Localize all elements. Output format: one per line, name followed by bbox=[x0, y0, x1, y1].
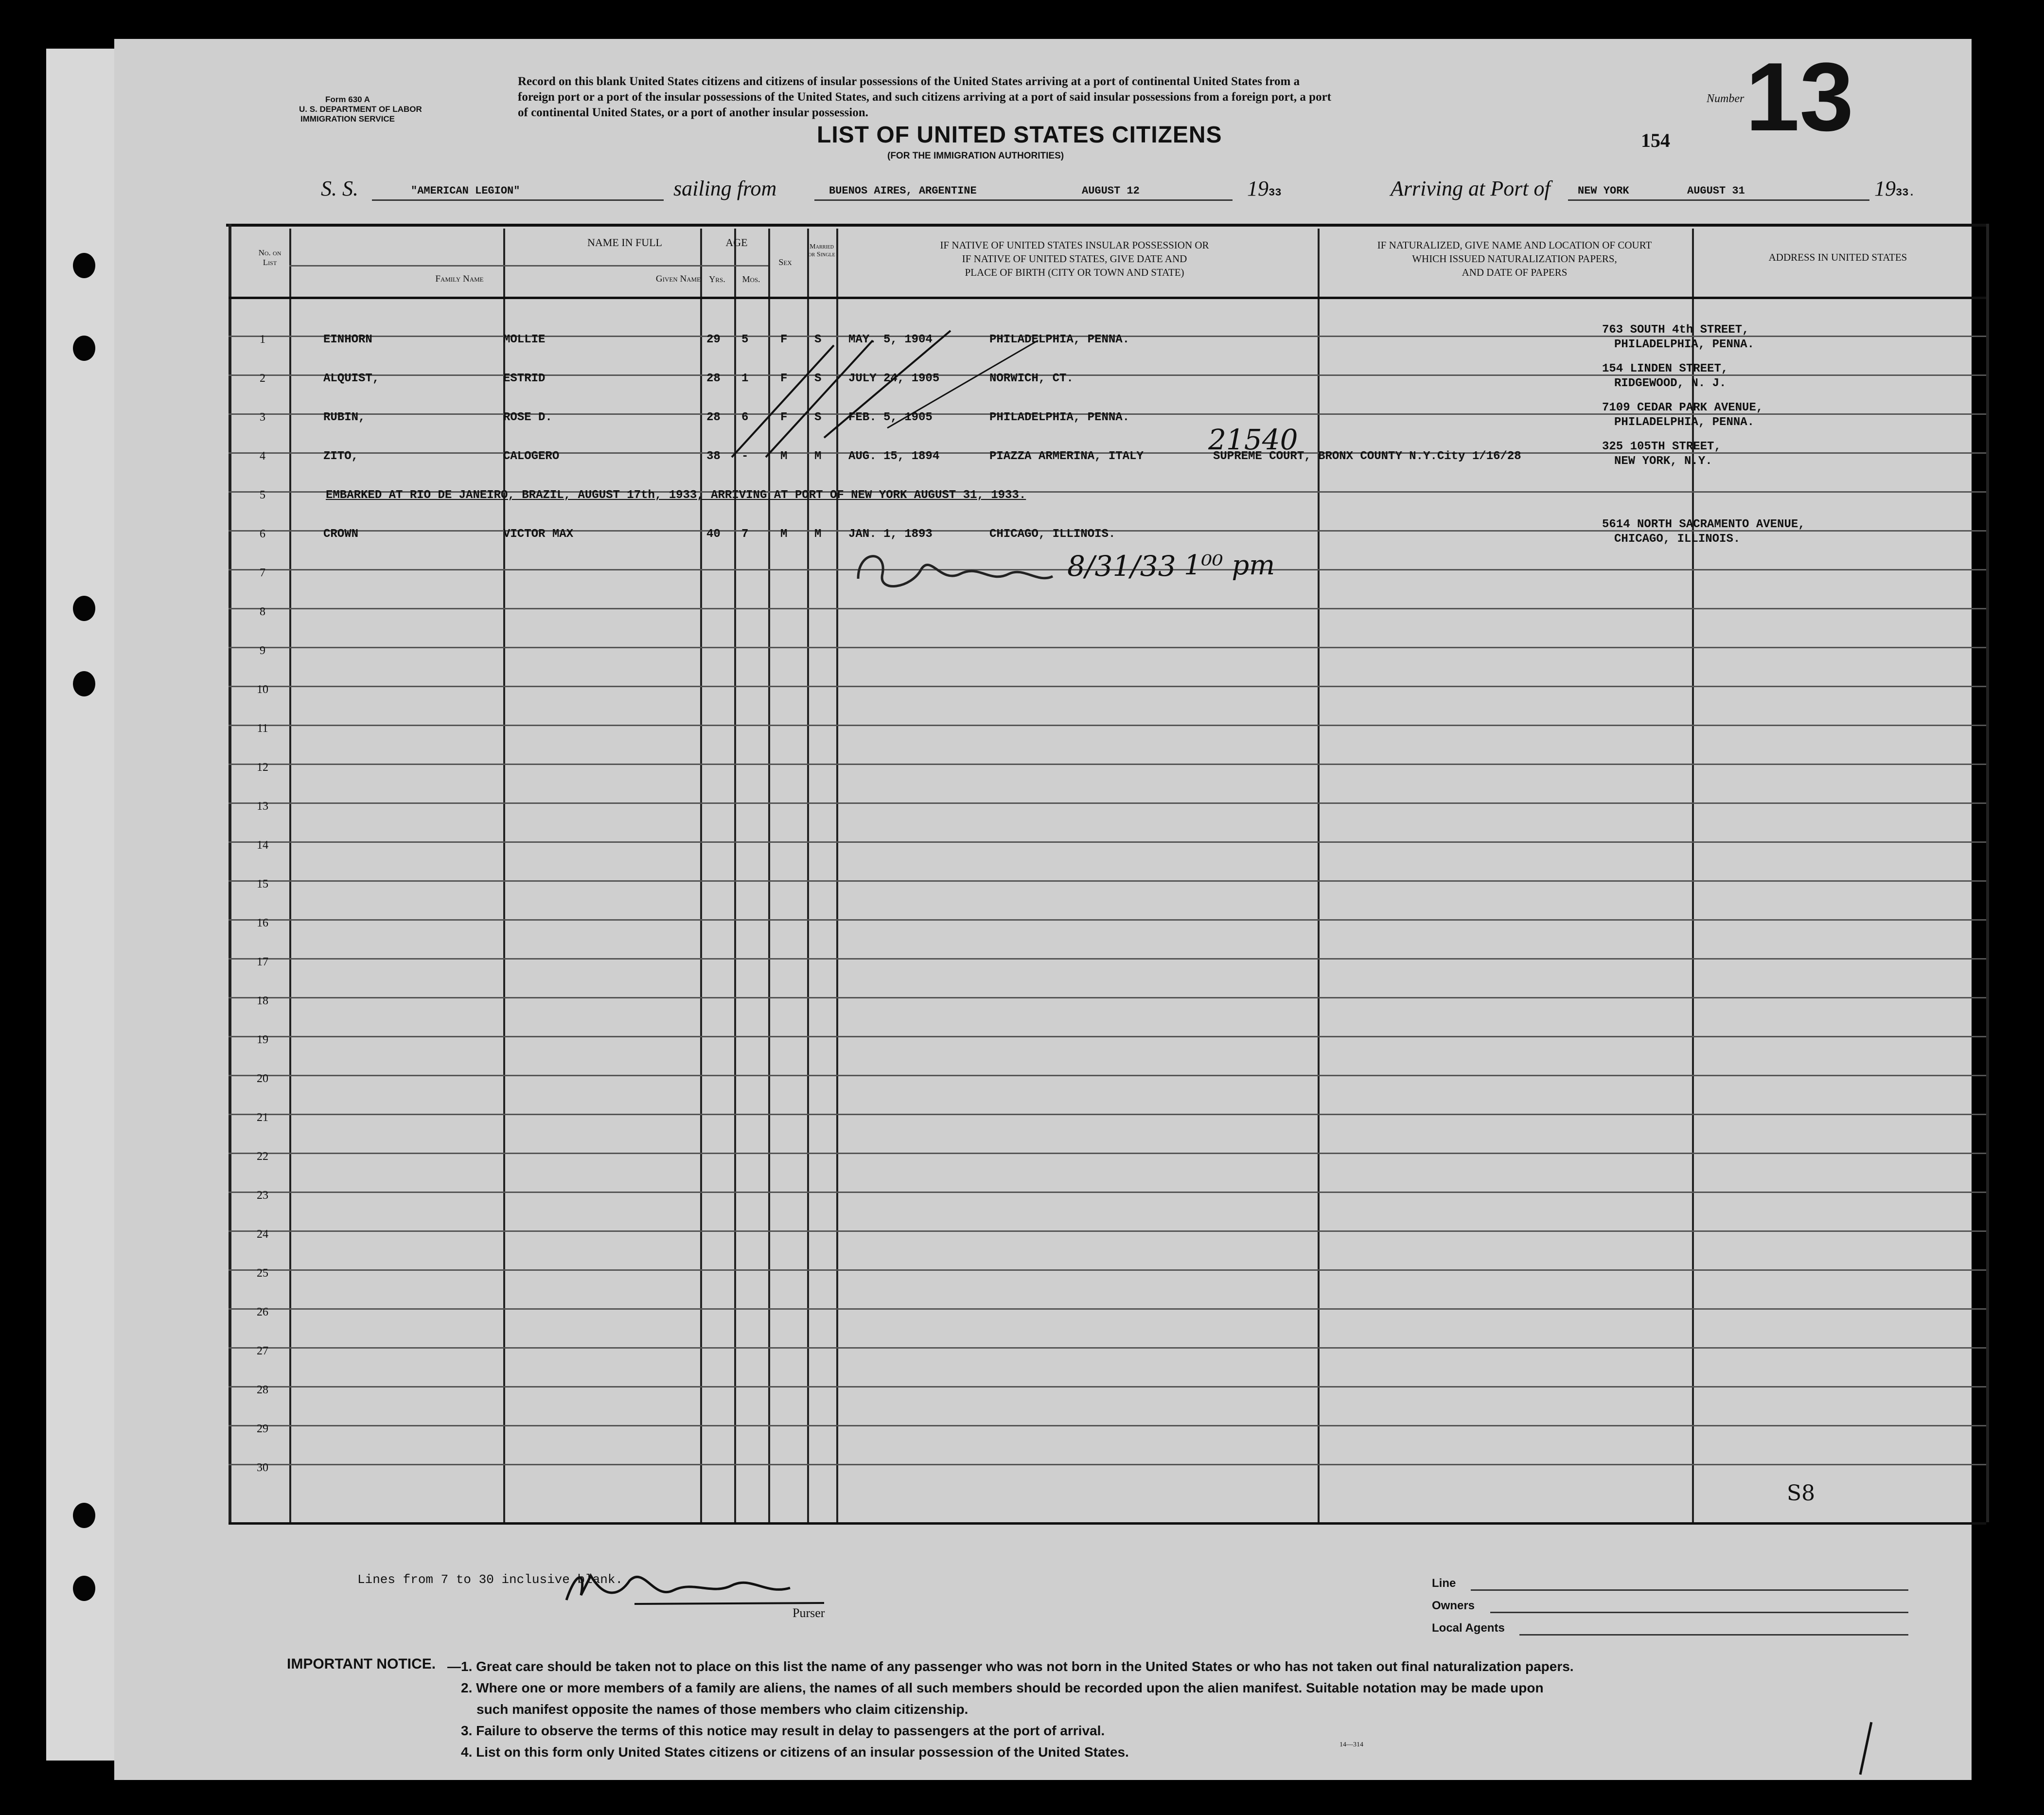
tally-mark bbox=[824, 331, 951, 438]
inspection-time: 1⁰⁰ pm bbox=[1184, 550, 1275, 581]
row-number: 1 bbox=[260, 333, 265, 346]
row-number: 25 bbox=[257, 1267, 268, 1280]
embarkation-note: EMBARKED AT RIO DE JANEIRO, BRAZIL, AUGUST 17th, 1933, ARRIVING AT PORT OF NEW YORK AUGUST 31, 1933. bbox=[326, 489, 1026, 502]
row-number: 28 bbox=[257, 1384, 268, 1396]
birth-place: PIAZZA ARMERINA, ITALY bbox=[989, 450, 1144, 463]
year-prefix: 19 bbox=[1874, 177, 1896, 200]
punch-hole bbox=[73, 671, 95, 696]
col-name-in-full: NAME IN FULL bbox=[587, 236, 662, 249]
naturalization-court: SUPREME COURT, BRONX COUNTY N.Y.City 1/16/28 bbox=[1213, 450, 1521, 463]
birth-date: FEB. 5, 1905 bbox=[848, 411, 933, 424]
row-number: 8 bbox=[260, 605, 265, 618]
row-rule bbox=[229, 997, 1986, 998]
arrival-year bbox=[1874, 176, 1915, 201]
birth-date: AUG. 15, 1894 bbox=[848, 450, 940, 463]
ss-label: S. S. bbox=[321, 177, 358, 200]
manifest-sheet bbox=[114, 39, 1972, 1780]
marital-status: M bbox=[814, 528, 822, 541]
punch-hole bbox=[73, 1503, 95, 1528]
service-label: IMMIGRATION SERVICE bbox=[300, 114, 395, 124]
departure-date: AUGUST 12 bbox=[1082, 185, 1140, 197]
col-address: ADDRESS IN UNITED STATES bbox=[1768, 251, 1907, 263]
col-birth-line: IF NATIVE OF UNITED STATES INSULAR POSSESSION OR bbox=[940, 239, 1209, 251]
address-line-1: 763 SOUTH 4th STREET, bbox=[1602, 323, 1749, 337]
row-number: 17 bbox=[257, 956, 268, 968]
table-bottom-rule bbox=[229, 1522, 1986, 1525]
row-number: 16 bbox=[257, 917, 268, 929]
inspection-date: 8/31/33 bbox=[1067, 550, 1176, 583]
notice-item: such manifest opposite the names of those members who claim citizenship. bbox=[476, 1702, 969, 1717]
list-number: 13 bbox=[1745, 43, 1854, 151]
given-name: CALOGERO bbox=[503, 450, 560, 463]
age-months: 6 bbox=[741, 411, 749, 424]
row-number: 9 bbox=[260, 644, 265, 657]
row-rule bbox=[229, 1230, 1986, 1232]
owners-label: Owners bbox=[1432, 1599, 1475, 1612]
address-line-2: NEW YORK, N.Y. bbox=[1614, 455, 1712, 468]
address-line-1: 5614 NORTH SACRAMENTO AVENUE, bbox=[1602, 518, 1805, 531]
agents-underline bbox=[1519, 1634, 1908, 1636]
given-name: ESTRID bbox=[503, 372, 546, 385]
address-line-2: PHILADELPHIA, PENNA. bbox=[1614, 416, 1755, 429]
column-rule bbox=[289, 229, 291, 1522]
col-married-single: Married or Single bbox=[808, 243, 835, 258]
row-number: 7 bbox=[260, 567, 265, 579]
row-number: 14 bbox=[257, 839, 268, 852]
arrival-port: NEW YORK bbox=[1578, 185, 1629, 197]
row-rule bbox=[229, 919, 1986, 921]
marital-status: M bbox=[814, 450, 822, 463]
year-value: 33. bbox=[1896, 187, 1915, 199]
pen-mark bbox=[1859, 1722, 1873, 1775]
notice-item: —1. Great care should be taken not to place on this list the name of any passenger who was not born in the United States or who has not taken out final naturalization papers. bbox=[447, 1659, 1574, 1674]
row-number: 20 bbox=[257, 1072, 268, 1085]
row-number: 2 bbox=[260, 372, 265, 385]
row-rule bbox=[229, 958, 1986, 960]
age-months: 5 bbox=[741, 333, 749, 346]
row-number: 3 bbox=[260, 411, 265, 424]
notice-item: 4. List on this form only United States citizens or citizens of an insular possession of the United States. bbox=[461, 1744, 1129, 1760]
age-years: 38 bbox=[706, 450, 721, 463]
row-number: 13 bbox=[257, 800, 268, 813]
punch-hole bbox=[73, 1576, 95, 1601]
owners-underline bbox=[1490, 1612, 1908, 1613]
col-family-name: Family Name bbox=[435, 274, 484, 284]
marital-status: S bbox=[814, 411, 822, 424]
sex: F bbox=[780, 333, 788, 346]
address-line-2: PHILADELPHIA, PENNA. bbox=[1614, 338, 1755, 351]
row-rule bbox=[229, 1192, 1986, 1193]
row-number: 6 bbox=[260, 528, 265, 540]
row-rule bbox=[229, 1308, 1986, 1310]
col-sex: Sex bbox=[778, 257, 792, 267]
address-line-2: RIDGEWOOD, N. J. bbox=[1614, 377, 1727, 390]
age-months: 1 bbox=[741, 372, 749, 385]
row-number: 18 bbox=[257, 995, 268, 1007]
notice-title: IMPORTANT NOTICE. bbox=[287, 1656, 436, 1672]
row-number: 27 bbox=[257, 1345, 268, 1357]
address-line-1: 154 LINDEN STREET, bbox=[1602, 362, 1728, 375]
instruction-line: Record on this blank United States citizens and citizens of insular possessions of the United States arriving at a port of continental United States from a bbox=[518, 75, 1300, 88]
row-rule bbox=[229, 1269, 1986, 1271]
tally-mark bbox=[766, 340, 873, 457]
notice-list bbox=[447, 1656, 1574, 1763]
birth-place: NORWICH, CT. bbox=[989, 372, 1074, 385]
row-rule bbox=[229, 1036, 1986, 1037]
sex: M bbox=[780, 450, 788, 463]
form-code: 14—314 bbox=[1339, 1741, 1363, 1748]
row-rule bbox=[229, 1114, 1986, 1115]
address-line-2: CHICAGO, ILLINOIS. bbox=[1614, 533, 1741, 546]
birth-date: MAY. 5, 1904 bbox=[848, 333, 933, 346]
department-label: U. S. DEPARTMENT OF LABOR bbox=[299, 105, 422, 114]
row-number: 22 bbox=[257, 1150, 268, 1163]
number-label: Number bbox=[1707, 92, 1744, 105]
table-top-rule bbox=[226, 224, 1986, 227]
given-name: VICTOR MAX bbox=[503, 528, 574, 541]
row-number: 29 bbox=[257, 1423, 268, 1435]
punch-hole bbox=[73, 253, 95, 278]
row-rule bbox=[229, 1464, 1986, 1465]
row-number: 15 bbox=[257, 878, 268, 890]
age-years: 40 bbox=[706, 528, 721, 541]
column-rule bbox=[229, 224, 231, 1522]
age-years: 29 bbox=[706, 333, 721, 346]
punch-hole bbox=[73, 336, 95, 361]
row-rule bbox=[229, 297, 1986, 299]
form-instructions bbox=[518, 74, 1331, 121]
family-name: RUBIN, bbox=[323, 411, 366, 424]
line-underline bbox=[1471, 1589, 1908, 1591]
row-rule bbox=[229, 880, 1986, 882]
family-name: ZITO, bbox=[323, 450, 359, 463]
ship-name: "AMERICAN LEGION" bbox=[411, 185, 520, 197]
birth-place: PHILADELPHIA, PENNA. bbox=[989, 333, 1130, 346]
birth-place: PHILADELPHIA, PENNA. bbox=[989, 411, 1130, 424]
page-title: LIST OF UNITED STATES CITIZENS bbox=[817, 122, 1222, 148]
tally-mark bbox=[732, 345, 834, 457]
row-rule bbox=[229, 1153, 1986, 1154]
handwritten-cert-number: 21540 bbox=[1208, 423, 1298, 456]
family-name: ALQUIST, bbox=[323, 372, 380, 385]
year-value: 33 bbox=[1269, 187, 1282, 199]
tally-marks bbox=[727, 311, 1048, 477]
row-number: 30 bbox=[257, 1461, 268, 1474]
col-naturalized-line: WHICH ISSUED NATURALIZATION PAPERS, bbox=[1412, 253, 1617, 265]
line-label: Line bbox=[1432, 1577, 1456, 1590]
row-rule bbox=[229, 686, 1986, 687]
form-number: Form 630 A bbox=[325, 95, 370, 104]
col-naturalized bbox=[1320, 238, 1709, 279]
row-number: 10 bbox=[257, 683, 268, 696]
arriving-label: Arriving at Port of bbox=[1391, 177, 1551, 200]
column-rule bbox=[700, 229, 702, 1522]
sex: F bbox=[780, 411, 788, 424]
age-months: 7 bbox=[741, 528, 749, 541]
notice-item: 2. Where one or more members of a family are aliens, the names of all such members should be recorded upon the alien manifest. Suitable notation may be made upon bbox=[461, 1680, 1544, 1695]
underline bbox=[814, 199, 1233, 201]
column-rule bbox=[1318, 229, 1320, 1522]
column-rule bbox=[1986, 224, 1989, 1522]
instruction-line: of continental United States, or a port of another insular possession. bbox=[518, 106, 868, 119]
arrival-date: AUGUST 31 bbox=[1687, 185, 1745, 197]
row-number: 5 bbox=[260, 489, 265, 501]
year-prefix: 19 bbox=[1247, 177, 1269, 200]
col-years: Yrs. bbox=[709, 274, 725, 284]
underline bbox=[1568, 199, 1869, 201]
row-number: 23 bbox=[257, 1189, 268, 1202]
row-number: 4 bbox=[260, 450, 265, 463]
row-number: 24 bbox=[257, 1228, 268, 1241]
row-number: 19 bbox=[257, 1033, 268, 1046]
sailing-label: sailing from bbox=[673, 177, 777, 200]
row-number: 11 bbox=[257, 722, 268, 735]
given-name: MOLLIE bbox=[503, 333, 546, 346]
col-birth-line: IF NATIVE OF UNITED STATES, GIVE DATE AND bbox=[962, 253, 1187, 265]
birth-date: JULY 24, 1905 bbox=[848, 372, 940, 385]
row-rule bbox=[229, 1075, 1986, 1076]
address-line-1: 7109 CEDAR PARK AVENUE, bbox=[1602, 401, 1763, 414]
row-rule bbox=[229, 802, 1986, 804]
header-subrule bbox=[700, 265, 768, 267]
col-naturalized-line: IF NATURALIZED, GIVE NAME AND LOCATION OF COURT bbox=[1377, 239, 1652, 251]
header-subrule bbox=[289, 265, 700, 267]
birth-date: JAN. 1, 1893 bbox=[848, 528, 933, 541]
notice-item: 3. Failure to observe the terms of this notice may result in delay to passengers at the port of arrival. bbox=[461, 1723, 1105, 1738]
col-birth-line: PLACE OF BIRTH (CITY OR TOWN AND STATE) bbox=[965, 267, 1184, 278]
col-given-name: Given Name bbox=[655, 274, 701, 284]
departure-port: BUENOS AIRES, ARGENTINE bbox=[829, 185, 977, 197]
age-months: - bbox=[741, 450, 749, 463]
age-years: 28 bbox=[706, 411, 721, 424]
row-rule bbox=[229, 608, 1986, 609]
row-rule bbox=[229, 1386, 1986, 1388]
row-number: 21 bbox=[257, 1111, 268, 1124]
row-rule bbox=[229, 764, 1986, 765]
sex: F bbox=[780, 372, 788, 385]
row-number: 26 bbox=[257, 1306, 268, 1318]
row-rule bbox=[229, 725, 1986, 726]
punch-hole bbox=[73, 596, 95, 621]
address-line-1: 325 105TH STREET, bbox=[1602, 440, 1721, 453]
agents-label: Local Agents bbox=[1432, 1621, 1505, 1635]
page-number: 154 bbox=[1641, 129, 1670, 151]
form-id-block bbox=[299, 95, 422, 124]
row-number: 12 bbox=[257, 761, 268, 774]
blank-lines-note: Lines from 7 to 30 inclusive blank. bbox=[357, 1572, 623, 1587]
col-birth bbox=[836, 238, 1313, 279]
tally-mark bbox=[887, 340, 1038, 428]
col-number: No. on List bbox=[258, 248, 282, 267]
departure-year bbox=[1247, 176, 1281, 201]
purser-label: Purser bbox=[793, 1606, 825, 1620]
page-subtitle: (FOR THE IMMIGRATION AUTHORITIES) bbox=[887, 151, 1064, 161]
row-rule bbox=[229, 1425, 1986, 1426]
given-name: ROSE D. bbox=[503, 411, 552, 424]
col-months: Mos. bbox=[742, 274, 760, 284]
row-rule bbox=[229, 647, 1986, 648]
instruction-line: foreign port or a port of the insular possessions of the United States, and such citizens arriving at a port of said insular possessions from a foreign port, a port bbox=[518, 90, 1331, 104]
family-name: EINHORN bbox=[323, 333, 372, 346]
family-name: CROWN bbox=[323, 528, 359, 541]
col-age: AGE bbox=[725, 236, 748, 249]
underline bbox=[372, 199, 664, 201]
corner-mark: S8 bbox=[1787, 1481, 1815, 1506]
age-years: 28 bbox=[706, 372, 721, 385]
row-rule bbox=[229, 1347, 1986, 1349]
marital-status: S bbox=[814, 333, 822, 346]
row-rule bbox=[229, 841, 1986, 843]
birth-place: CHICAGO, ILLINOIS. bbox=[989, 528, 1116, 541]
marital-status: S bbox=[814, 372, 822, 385]
col-naturalized-line: AND DATE OF PAPERS bbox=[1462, 267, 1568, 278]
sex: M bbox=[780, 528, 788, 541]
